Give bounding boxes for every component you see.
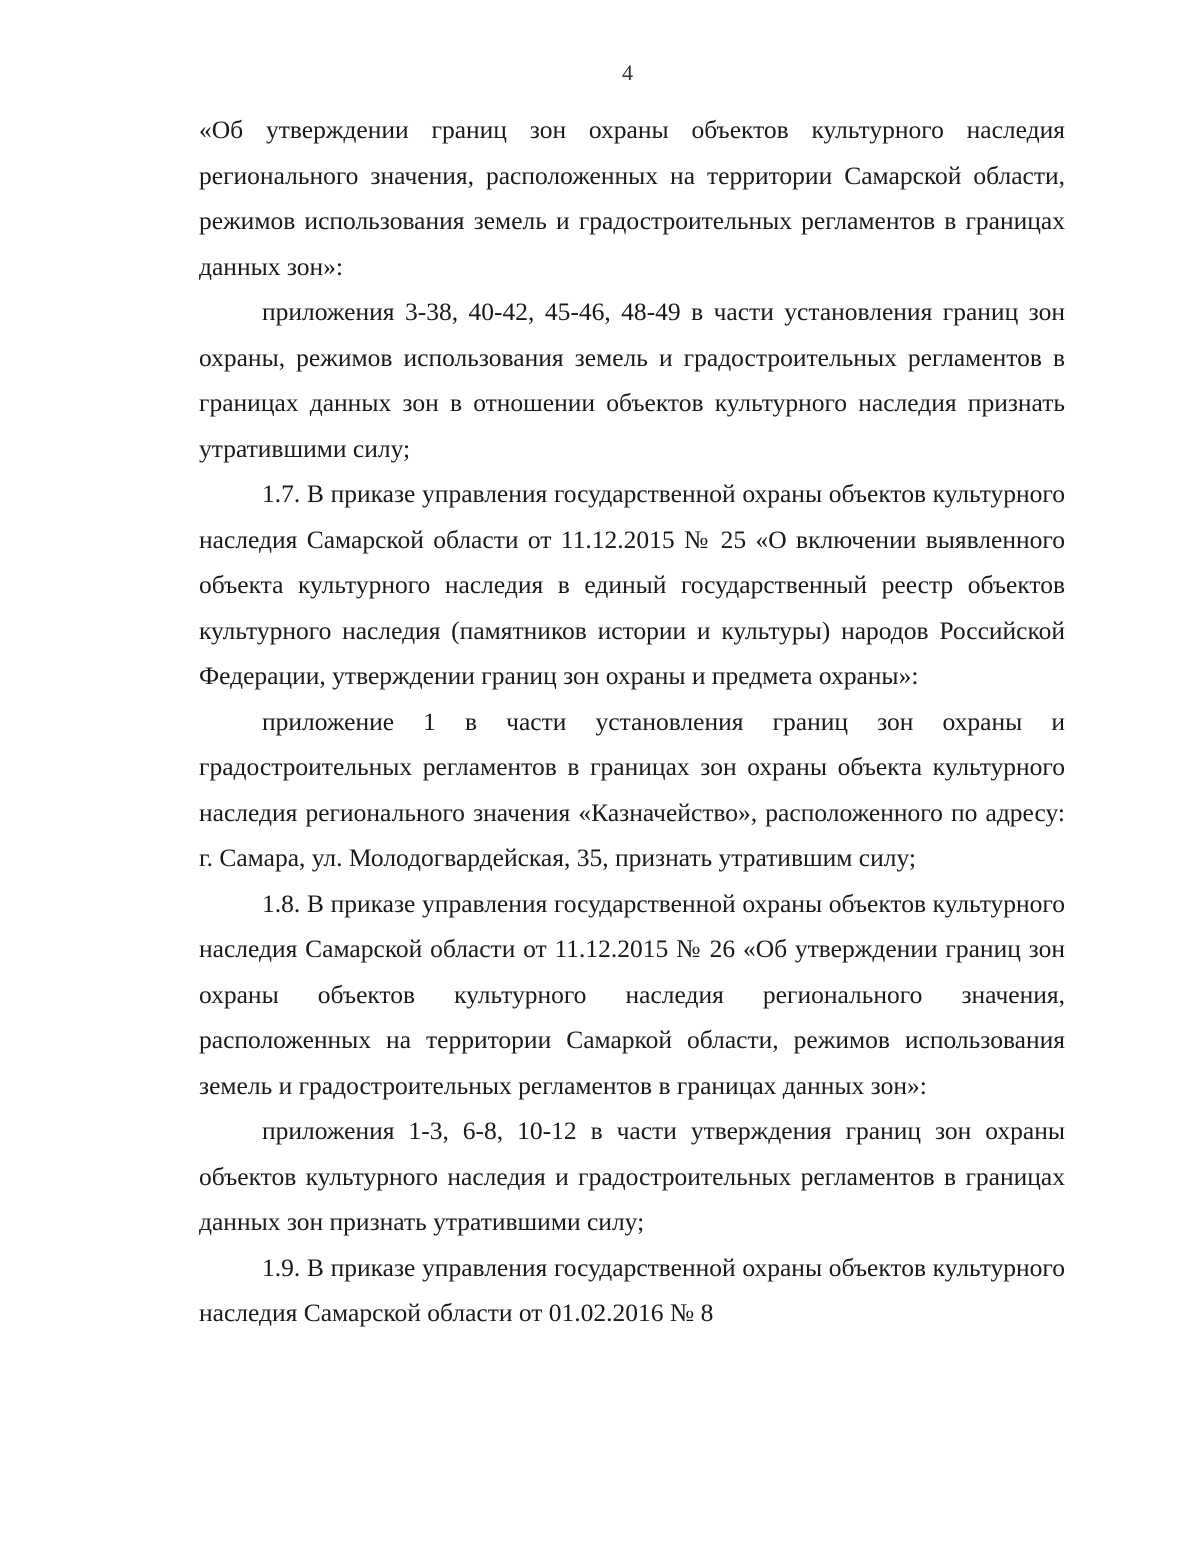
page-number: 4	[622, 60, 633, 85]
paragraph-4: приложение 1 в части установления границ зон охраны и градостроительных регламентов в границах зон охраны объекта культурного наследия регионального значения «Казначейство», расположенного по адресу: г. Самара, ул. Молодогвардейская, 35, признать утратившим силу;	[199, 706, 1065, 872]
paragraph-1: «Об утверждении границ зон охраны объектов культурного наследия регионального значения, расположенных на территории Самарской области, режимов использования земель и градостроительных регламентов в границах данных зон»:	[199, 115, 1065, 281]
paragraph-6: приложения 1-3, 6-8, 10-12 в части утверждения границ зон охраны объектов культурного наследия и градостроительных регламентов в границах данных зон признать утратившими силу;	[199, 1116, 1065, 1236]
paragraph-7: 1.9. В приказе управления государственной охраны объектов культурного наследия Самарской области от 01.02.2016 № 8	[199, 1252, 1065, 1327]
document-body	[199, 107, 1065, 1336]
paragraph-5: 1.8. В приказе управления государственной охраны объектов культурного наследия Самарской области от 11.12.2015 № 26 «Об утверждении границ зон охраны объектов культурного наследия регионального значения, расположенных на территории Самаркой области, режимов использования земель и градостроительных регламентов в границах данных зон»:	[199, 888, 1065, 1100]
paragraph-3: 1.7. В приказе управления государственной охраны объектов культурного наследия Самарской области от 11.12.2015 № 25 «О включении выявленного объекта культурного наследия в единый государственный реестр объектов культурного наследия (памятников истории и культуры) народов Российской Федерации, утверждении границ зон охраны и предмета охраны»:	[199, 479, 1065, 690]
paragraph-2: приложения 3-38, 40-42, 45-46, 48-49 в части установления границ зон охраны, режимов использования земель и градостроительных регламентов в границах данных зон в отношении объектов культурного наследия признать утратившими силу;	[199, 297, 1065, 463]
